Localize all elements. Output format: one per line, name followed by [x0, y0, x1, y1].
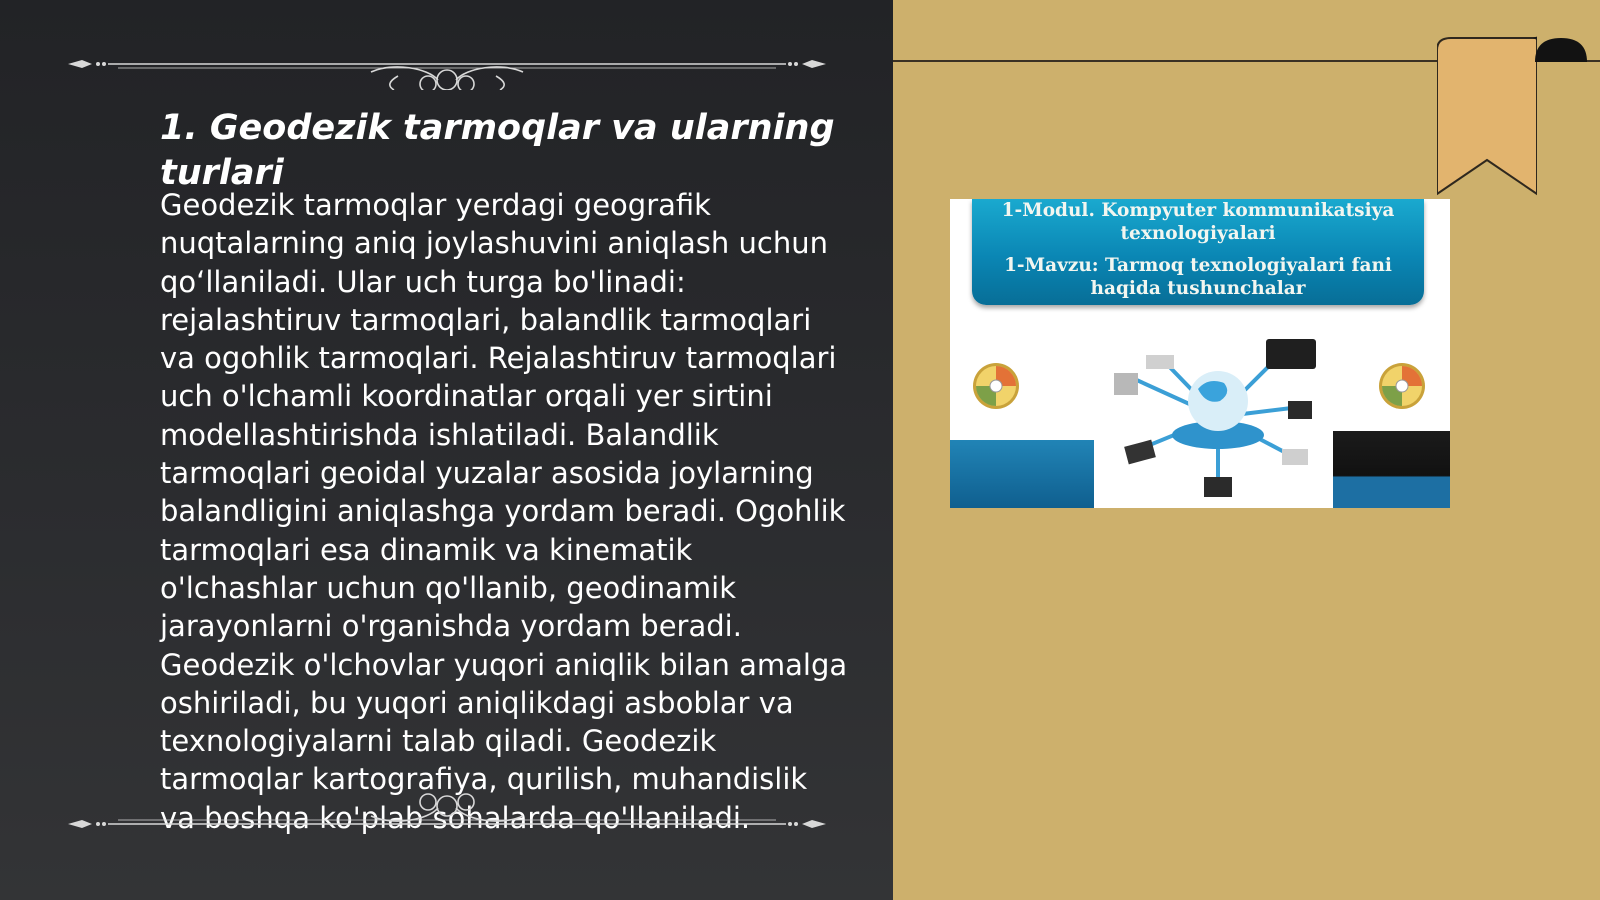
computer-icon — [1266, 339, 1316, 369]
module-title-line-2: texnologiyalari — [1120, 223, 1276, 244]
network-diagram-icon — [1100, 337, 1335, 507]
slide-body-text: Geodezik tarmoqlar yerdagi geografik nuqtalarning aniq joylashuvini aniqlash uchun qo‘llaniladi. Ular uch turga bo'linadi: rejalashtiruv tarmoqlari, balandlik tarmoqlari va ogohlik tarmoqlari. Rejalashtiruv tarmoqlari uch o'lchamli koordinatlar orqali yer sirtini modellashtirishda ishlatiladi. Balandlik tarmoqlari geoidal yuzalar asosida joylarning balandligini aniqlashga yordam beradi. Ogohlik tarmoqlari esa dinamik va kinematik o'lchashlar uchun qo'llanib, geodinamik jarayonlarni o'rganishda yordam beradi. Geodezik o'lchovlar yuqori aniqlik bilan amalga oshiriladi, bu yuqori aniqlikdagi asboblar va texnologiyalarni talab qiladi. Geodezik tarmoqlar kartografiya, qurilish, muhandislik va boshqa ko'plab sohalarda qo'llaniladi. — [160, 188, 848, 835]
module-title-line-1: 1-Modul. Kompyuter kommunikatsiya — [1001, 200, 1395, 221]
bottom-ornament-icon — [68, 782, 826, 832]
slide-title: 1. Geodezik tarmoqlar va ularning turlari — [160, 108, 835, 193]
disc-icon — [972, 362, 1020, 410]
disc-icon — [1378, 362, 1426, 410]
bookmark-ribbon-icon — [1437, 36, 1537, 200]
module-preview-image — [950, 199, 1450, 508]
blue-corner-panel — [950, 440, 1094, 508]
topic-title-line-2: haqida tushunchalar — [1090, 278, 1306, 299]
topic-title-line-1: 1-Mavzu: Tarmoq texnologiyalari fani — [1004, 255, 1392, 276]
top-ornament-icon — [68, 40, 826, 90]
ribbon-fold-icon — [1535, 36, 1587, 64]
module-banner — [972, 199, 1424, 305]
dark-corner-panel — [1333, 431, 1450, 508]
